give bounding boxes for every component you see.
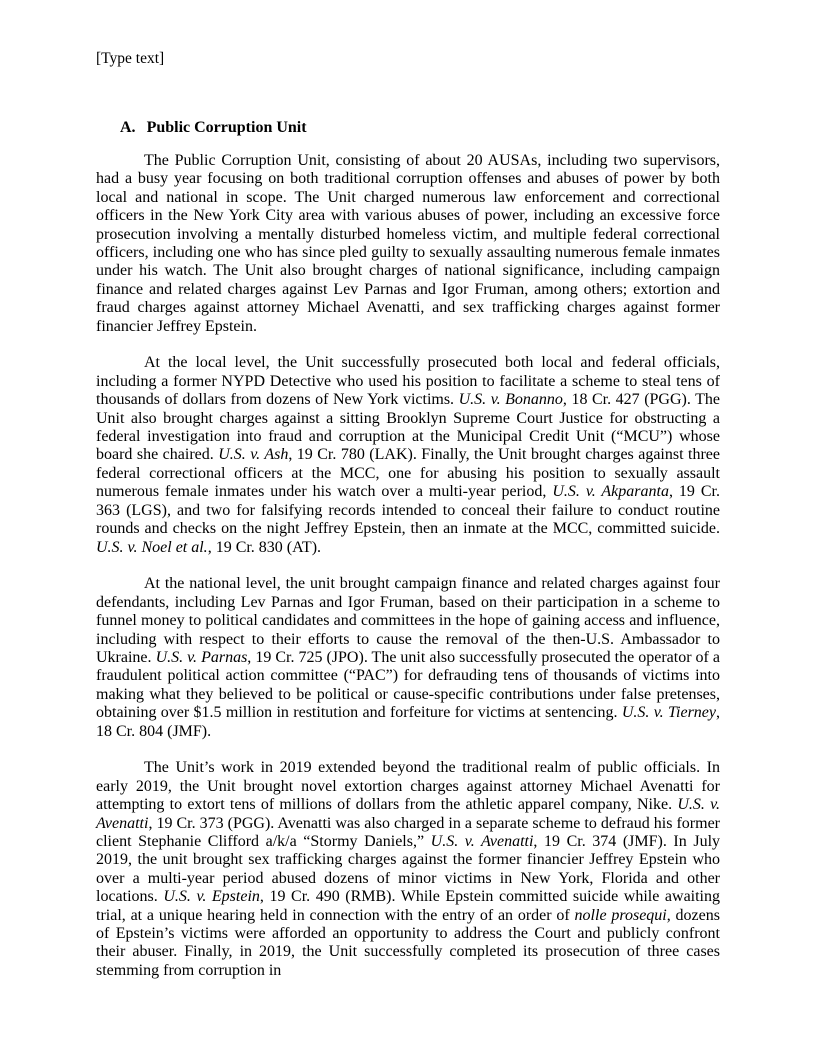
case-citation: nolle prosequi (574, 906, 667, 924)
case-citation: U.S. v. Avenatti (96, 796, 721, 832)
case-citation: U.S. v. Akparanta (552, 483, 669, 501)
paragraph-overview (96, 152, 720, 336)
text-run: , 19 Cr. 490 (RMB). While Epstein committed suicide while awaiting trial, at a unique hearing held in connection with the entry of an order of (96, 888, 721, 924)
paragraph-local-level (96, 354, 720, 556)
text-run: , 18 Cr. 427 (PGG). The Unit also brought charges against a sitting Brooklyn Supreme Court Justice for obstructing a federal investigation into fraud and corruption at the Municipal Credit Unit (“MCU”) whose board she chaired. (96, 391, 720, 464)
text-run: The Public Corruption Unit, consisting of about 20 AUSAs, including two supervisors, had a busy year focusing on both traditional corruption offenses and abuses of power by both local and national in scope. The Unit charged numerous law enforcement and correctional officers in the New York City area with various abuses of power, including an excessive force prosecution involving a mentally disturbed homeless victim, and multiple federal correctional officers, including one who has since pled guilty to sexually assaulting numerous female inmates under his watch. The Unit also brought charges of national significance, including campaign finance and related charges against Lev Parnas and Igor Fruman, among others; extortion and fraud charges against attorney Michael Avenatti, and sex trafficking charges against former financier Jeffrey Epstein. (96, 152, 720, 335)
text-run: At the national level, the unit brought campaign finance and related charges against four defendants, including Lev Parnas and Igor Fruman, based on their participation in a scheme to funnel money to political candidates and committees in the hope of gaining access and influence, including with respect to their efforts to cause the removal of the then-U.S. Ambassador to Ukraine. (96, 575, 720, 666)
text-run: , 19 Cr. 373 (PGG). Avenatti was also charged in a separate scheme to defraud his former client Stephanie Clifford a/k/a “Stormy Daniels,” (96, 814, 720, 850)
text-run: , 19 Cr. 780 (LAK). Finally, the Unit brought charges against three federal correctional officers at the MCC, one for abusing his position to sexually assault numerous female inmates under his watch over a multi-year period, (96, 446, 720, 501)
text-run: , dozens of Epstein’s victims were afforded an opportunity to address the Court and publicly confront their abuser. Finally, in 2019, the Unit successfully completed its prosecution of three cases stemming from corruption in (96, 906, 720, 979)
section-title: Public Corruption Unit (146, 119, 307, 136)
text-run: , 18 Cr. 804 (JMF). (96, 704, 720, 740)
case-citation: U.S. v. Epstein (163, 888, 260, 906)
paragraph-2019-work (96, 759, 720, 980)
case-citation: U.S. v. Ash (218, 446, 289, 464)
section-heading (120, 118, 720, 137)
text-run: , 19 Cr. 725 (JPO). The unit also successfully prosecuted the operator of a fraudulent political action committee (“PAC”) for defrauding tens of thousands of victims into making what they believed to be political or cause-specific contributions under false pretenses, obtaining over $1.5 million in restitution and forfeiture for victims at sentencing. (96, 648, 721, 722)
text-run: , 19 Cr. 363 (LGS), and two for falsifying records intended to conceal their failure to conduct routine rounds and checks on the night Jeffrey Epstein, then an inmate at the MCC, committed suicide. (96, 483, 720, 538)
text-run: The Unit’s work in 2019 extended beyond the traditional realm of public officials. In early 2019, the Unit brought novel extortion charges against attorney Michael Avenatti for attempting to extort tens of millions of dollars from the athletic apparel company, Nike. (96, 759, 720, 814)
case-citation: U.S. v. Tierney (621, 704, 716, 722)
case-citation: U.S. v. Avenatti (430, 832, 534, 850)
header-note: [Type text] (96, 50, 165, 67)
case-citation: U.S. v. Bonanno (458, 391, 563, 409)
text-run: , 19 Cr. 374 (JMF). In July 2019, the unit brought sex trafficking charges against the former financier Jeffrey Epstein who over a multi-year period abused dozens of minor victims in New York, Florida and other locations. (96, 832, 721, 906)
paragraph-national-level (96, 575, 720, 741)
section-number: A. (120, 119, 136, 136)
document-body (96, 152, 720, 980)
text-run: , 19 Cr. 830 (AT). (207, 538, 322, 556)
case-citation: U.S. v. Parnas (155, 648, 248, 666)
text-run: At the local level, the Unit successfully prosecuted both local and federal officials, including a former NYPD Detective who used his position to facilitate a scheme to steal tens of thousands of dollars from dozens of New York victims. (96, 354, 720, 409)
case-citation: U.S. v. Noel et al. (96, 538, 208, 556)
